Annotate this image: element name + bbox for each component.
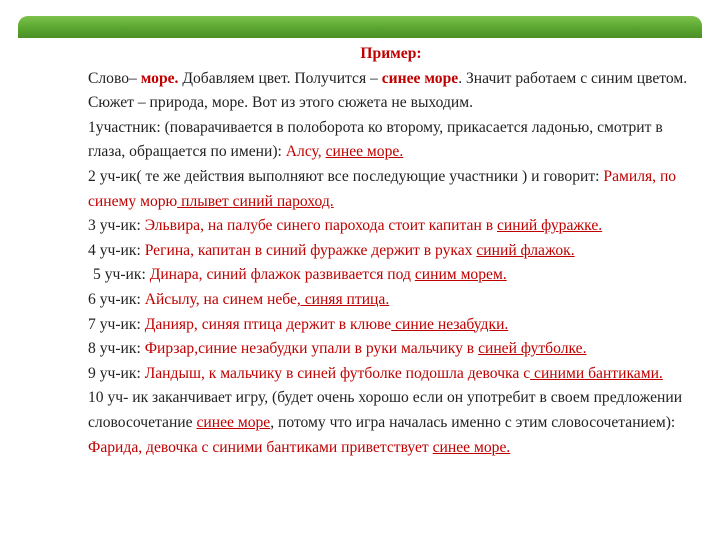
paragraph-participant-2 bbox=[88, 165, 694, 214]
participant-10-phrase: синее море. bbox=[432, 438, 511, 456]
participant-4-phrase: синий флажок. bbox=[476, 241, 575, 259]
paragraph-participant-7 bbox=[88, 313, 694, 338]
participant-3-text: Эльвира, на палубе синего парохода стоит капитан в bbox=[144, 217, 497, 235]
participant-4-label: 4 уч-ик: bbox=[88, 241, 145, 259]
paragraph-participant-1 bbox=[88, 116, 694, 165]
paragraph-participant-10 bbox=[88, 386, 694, 460]
slide-title: Пример: bbox=[360, 45, 422, 62]
participant-1-phrase: синее море. bbox=[325, 143, 404, 161]
participant-2-text: Рамиля, по синему морю bbox=[88, 167, 677, 210]
participant-5-label: 5 уч-ик: bbox=[93, 266, 150, 284]
participant-3-label: 3 уч-ик: bbox=[88, 217, 145, 235]
participant-1-name: Алсу, bbox=[285, 143, 326, 161]
slide-content bbox=[88, 42, 694, 460]
participant-7-text: Данияр, синяя птица держит в клюве bbox=[144, 315, 392, 333]
participant-6-label: 6 уч-ик: bbox=[88, 290, 145, 308]
intro-text-2: Добавляем цвет. Получится – bbox=[178, 69, 382, 87]
participant-2-instruction: 2 уч-ик( те же действия выполняют все последующие участники ) и говорит: bbox=[88, 167, 604, 185]
participant-6-text: Айсылу, на синем небе bbox=[144, 290, 297, 308]
word-sea: море. bbox=[140, 69, 179, 87]
participant-8-phrase: синей футболке. bbox=[478, 340, 587, 358]
participant-9-phrase: синими бантиками. bbox=[530, 364, 663, 382]
participant-6-phrase: , синяя птица. bbox=[296, 290, 390, 308]
participant-4-text: Регина, капитан в синий фуражке держит в руках bbox=[144, 241, 477, 259]
participant-2-phrase: синий пароход. bbox=[232, 192, 334, 210]
intro-text-3: . Значит работаем с синим цветом. Сюжет – природа, море. Вот из этого сюжета не выходим. bbox=[88, 69, 688, 112]
participant-5-text: Динара, синий флажок развивается под bbox=[149, 266, 415, 284]
paragraph-participant-3 bbox=[88, 214, 694, 239]
participant-2-text-2: плывет bbox=[177, 192, 233, 210]
phrase-blue-sea: синее море bbox=[381, 69, 459, 87]
participant-5-phrase: синим морем. bbox=[414, 266, 507, 284]
participant-8-label: 8 уч-ик: bbox=[88, 340, 145, 358]
paragraph-participant-6 bbox=[88, 288, 694, 313]
top-decorative-bar bbox=[18, 16, 702, 38]
intro-text: Слово– bbox=[88, 69, 141, 87]
participant-10-instruction: 10 уч- ик заканчивает игру, (будет очень хорошо если он употребит в своем предложении словосочетание bbox=[88, 389, 683, 431]
paragraph-participant-8 bbox=[88, 337, 694, 362]
participant-3-phrase: синий фуражке. bbox=[496, 217, 603, 235]
paragraph-intro bbox=[88, 67, 694, 116]
phrase-blue-sea-inline: синее море bbox=[196, 413, 271, 431]
participant-10-instruction-2: , потому что игра началась именно с этим словосочетанием): bbox=[270, 413, 676, 431]
participant-9-label: 9 уч-ик: bbox=[88, 364, 145, 382]
participant-8-text: Фирзар,синие незабудки упали в руки мальчику в bbox=[144, 340, 479, 358]
paragraph-participant-9 bbox=[88, 362, 694, 387]
paragraph-participant-4 bbox=[88, 239, 694, 264]
participant-7-phrase: синие незабудки. bbox=[391, 315, 509, 333]
participant-7-label: 7 уч-ик: bbox=[88, 315, 145, 333]
paragraph-participant-5 bbox=[88, 263, 694, 288]
participant-1-instruction: 1участник: (поварачивается в полоборота ко второму, прикасается ладонью, смотрит в глаза, обращается по имени): bbox=[88, 118, 663, 161]
participant-10-text: Фарида, девочка с синими бантиками приветствует bbox=[88, 438, 433, 456]
participant-9-text: Ландыш, к мальчику в синей футболке подошла девочка с bbox=[144, 364, 531, 382]
